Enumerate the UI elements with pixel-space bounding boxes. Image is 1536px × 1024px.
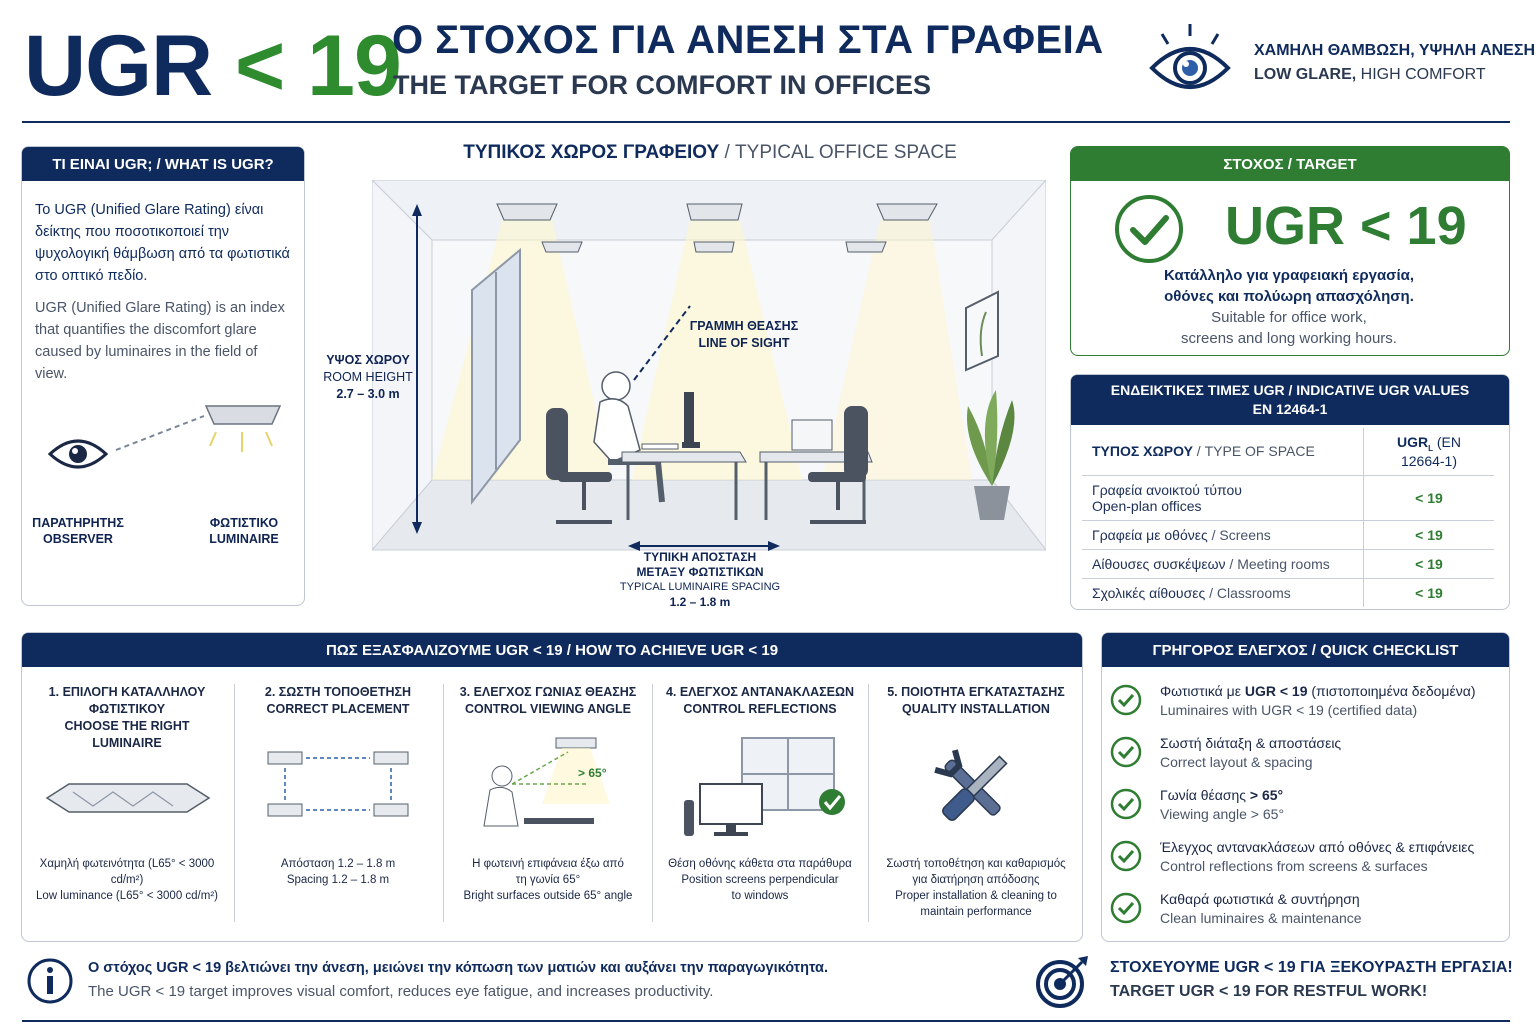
table-row: [1082, 578, 1494, 607]
check-icon: [1110, 684, 1142, 716]
tagline-greek: ΧΑΜΗΛΗ ΘΑΜΒΩΣΗ, ΥΨΗΛΗ ΑΝΕΣΗ: [1254, 42, 1536, 59]
caption-2: Position screens perpendicular: [681, 874, 839, 886]
line-of-sight-label: [684, 318, 804, 352]
step-title-3: CHOOSE THE RIGHT: [64, 719, 190, 733]
spacing-grid-icon: [266, 748, 412, 820]
footer-divider: [22, 1020, 1510, 1022]
checklist-en: Correct layout & spacing: [1160, 754, 1313, 770]
row-en: / Meeting rooms: [1225, 555, 1330, 572]
spacing-gr-1: ΤΥΠΙΚΗ ΑΠΟΣΤΑΣΗ: [643, 550, 757, 564]
room-height-en: ROOM HEIGHT: [323, 370, 413, 384]
reflection-control-icon: [680, 736, 854, 842]
check-icon: [1110, 892, 1142, 924]
luminaire-spacing-label: [610, 550, 790, 610]
row-value: < 19: [1364, 578, 1495, 607]
caption-2: τη γωνία 65°: [515, 874, 581, 886]
step-divider: [443, 684, 444, 922]
row-value: < 19: [1364, 520, 1495, 549]
table-row: [1082, 475, 1494, 520]
check-circle-icon: [1113, 193, 1185, 265]
target-value: UGR < 19: [1225, 196, 1467, 256]
luminaire-label-en: LUMINAIRE: [209, 532, 279, 546]
room-height-gr: ΥΨΟΣ ΧΩΡΟΥ: [326, 353, 410, 367]
table-row: [1082, 520, 1494, 549]
row-en: / Screens: [1207, 526, 1271, 543]
indicative-heading-1: ΕΝΔΕΙΚΤΙΚΕΣ ΤΙΜΕΣ UGR / INDICATIVE UGR VALUES: [1110, 382, 1470, 398]
title-greek: Ο ΣΤΟΧΟΣ ΓΙΑ ΑΝΕΣΗ ΣΤΑ ΓΡΑΦΕΙΑ: [392, 18, 1104, 62]
footer-info-greek: Ο στόχος UGR < 19 βελτιώνει την άνεση, μειώνει την κόπωση των ματιών και αυξάνει την παραγωγικότητα.: [88, 960, 828, 976]
office-illustration: [372, 180, 1046, 552]
row-en: Open-plan offices: [1092, 497, 1202, 514]
step-divider: [652, 684, 653, 922]
row-gr: Γραφεία ανοικτού τύπου: [1092, 481, 1242, 498]
indicative-heading: [1071, 375, 1509, 425]
caption-1: Θέση οθόνης κάθετα στα παράθυρα: [668, 858, 852, 870]
gr-b: > 65°: [1249, 787, 1284, 803]
room-height-label: [318, 352, 418, 403]
header-divider: [22, 121, 1510, 123]
checklist-gr: Σωστή διάταξη & αποστάσεις: [1160, 735, 1342, 751]
step-title-2: QUALITY INSTALLATION: [902, 702, 1050, 716]
step-title-2: ΦΩΤΙΣΤΙΚΟΥ: [88, 702, 166, 716]
check-icon: [1110, 840, 1142, 872]
angle-label: > 65°: [578, 766, 607, 780]
step-correct-placement: [238, 684, 438, 886]
checklist-gr: Καθαρά φωτιστικά & συντήρηση: [1160, 891, 1360, 907]
gr-a: Γωνία θέασης: [1160, 787, 1250, 803]
caption-2: Low luminance (L65° < 3000 cd/m²): [36, 890, 218, 902]
row-en: / Classrooms: [1205, 584, 1291, 601]
observer-label: [28, 515, 128, 547]
tagline-en-a: LOW GLARE,: [1254, 66, 1361, 83]
footer-cta-english: TARGET UGR < 19 FOR RESTFUL WORK!: [1110, 983, 1428, 1000]
ugr-suffix: < 19: [235, 18, 401, 114]
line-of-sight-gr: ΓΡΑΜΜΗ ΘΕΑΣΗΣ: [689, 319, 799, 333]
caption-3: Proper installation & cleaning to: [895, 890, 1057, 902]
gr-a: Φωτιστικά με: [1160, 683, 1245, 699]
ugr-prefix: UGR: [24, 18, 213, 114]
checklist-gr: [1160, 786, 1283, 805]
viewing-angle-icon: [478, 734, 628, 840]
luminaire-icon: [43, 778, 213, 828]
step-caption: [27, 856, 227, 904]
info-icon: [26, 956, 74, 1006]
what-is-ugr-panel: [21, 146, 305, 606]
checklist-gr: Έλεγχος αντανακλάσεων από οθόνες & επιφάνειες: [1160, 839, 1475, 855]
how-heading: ΠΩΣ ΕΞΑΣΦΑΛΙΖΟΥΜΕ UGR < 19 / HOW TO ACHIEVE UGR < 19: [22, 633, 1082, 667]
checklist-heading: ΓΡΗΓΟΡΟΣ ΕΛΕΓΧΟΣ / QUICK CHECKLIST: [1102, 633, 1509, 667]
step-title-2: CORRECT PLACEMENT: [266, 702, 410, 716]
row-type: [1082, 520, 1364, 549]
spacing-gr-2: ΜΕΤΑΞΥ ΦΩΤΙΣΤΙΚΩΝ: [636, 565, 764, 579]
tagline-english: [1254, 66, 1486, 84]
table-row: [1082, 549, 1494, 578]
checklist-en: Clean luminaires & maintenance: [1160, 910, 1362, 926]
row-value: < 19: [1364, 475, 1495, 520]
luminaire-label: [194, 515, 294, 547]
col1-en: / TYPE OF SPACE: [1192, 443, 1315, 460]
caption-3: to windows: [731, 890, 789, 902]
table-header-row: [1082, 428, 1494, 475]
step-title-4: LUMINAIRE: [92, 736, 162, 750]
step-caption: [876, 856, 1076, 920]
caption-2: για διατήρηση απόδοσης: [912, 874, 1040, 886]
col2-standard: (EN 12664-1): [1400, 434, 1461, 469]
step-divider: [234, 684, 235, 922]
eye-icon: [1148, 22, 1238, 102]
indicative-heading-2: EN 12464-1: [1252, 401, 1328, 417]
step-title-1: 2. ΣΩΣΤΗ ΤΟΠΟΘΕΤΗΣΗ: [264, 685, 412, 699]
step-title-2: CONTROL REFLECTIONS: [683, 702, 837, 716]
row-gr: Σχολικές αίθουσες: [1092, 584, 1206, 601]
checklist-en: Control reflections from screens & surfaces: [1160, 858, 1428, 874]
step-caption: [238, 856, 438, 888]
step-divider: [868, 684, 869, 922]
caption-1: Χαμηλή φωτεινότητα (L65° < 3000 cd/m²): [39, 858, 215, 886]
spacing-en: TYPICAL LUMINAIRE SPACING: [619, 581, 781, 593]
observer-label-gr: ΠΑΡΑΤΗΡΗΤΗΣ: [32, 516, 124, 530]
luminaire-label-gr: ΦΩΤΙΣΤΙΚΟ: [209, 516, 279, 530]
step-viewing-angle: [448, 684, 648, 902]
step-title-1: 5. ΠΟΙΟΤΗΤΑ ΕΓΚΑΤΑΣΤΑΣΗΣ: [887, 685, 1065, 699]
row-value: < 19: [1364, 549, 1495, 578]
caption-1: Η φωτεινή επιφάνεια έξω από: [472, 858, 624, 870]
tagline-en-b: HIGH COMFORT: [1360, 66, 1486, 83]
col-type-header: [1082, 428, 1364, 475]
office-heading-en: / TYPICAL OFFICE SPACE: [719, 142, 957, 163]
tools-icon: [932, 744, 1016, 834]
caption-2: Spacing 1.2 – 1.8 m: [286, 874, 390, 886]
target-gr-1: Κατάλληλο για γραφειακή εργασία,: [1164, 267, 1414, 284]
title-english: THE TARGET FOR COMFORT IN OFFICES: [393, 70, 931, 100]
col-ugr-header: [1364, 428, 1495, 475]
gr-b: UGR < 19: [1244, 683, 1308, 699]
checklist-gr: [1160, 682, 1475, 701]
observer-label-en: OBSERVER: [43, 532, 113, 546]
what-is-text-english: UGR (Unified Glare Rating) is an index that quantifies the discomfort glare caused by luminaires in the field of view.: [35, 300, 285, 382]
what-is-heading: ΤΙ ΕΙΝΑΙ UGR; / WHAT IS UGR?: [22, 147, 304, 181]
observer-luminaire-diagram: [44, 402, 284, 482]
row-type: [1082, 549, 1364, 578]
col2-label: UGR: [1396, 434, 1429, 450]
check-icon: [1110, 788, 1142, 820]
ugr-values-table: [1082, 428, 1494, 607]
ugr-headline: [24, 16, 401, 116]
col2-sub: L: [1428, 443, 1433, 453]
office-heading-gr: ΤΥΠΙΚΟΣ ΧΩΡΟΣ ΓΡΑΦΕΙΟΥ: [463, 142, 720, 163]
target-icon: [1034, 954, 1090, 1010]
target-heading: ΣΤΟΧΟΣ / TARGET: [1071, 147, 1509, 181]
target-gr-2: οθόνες και πολύωρη απασχόληση.: [1164, 288, 1414, 305]
row-gr: Αίθουσες συσκέψεων: [1092, 555, 1226, 572]
row-type: [1082, 475, 1364, 520]
caption-1: Απόσταση 1.2 – 1.8 m: [280, 858, 396, 870]
room-height-value: 2.7 – 3.0 m: [336, 387, 400, 401]
caption-1: Σωστή τοποθέτηση και καθαρισμός: [886, 858, 1066, 870]
caption-4: maintain performance: [920, 906, 1032, 918]
line-of-sight-en: LINE OF SIGHT: [698, 336, 790, 350]
step-caption: [660, 856, 860, 904]
step-title-1: 4. ΕΛΕΓΧΟΣ ΑΝΤΑΝΑΚΛΑΣΕΩΝ: [665, 685, 855, 699]
target-description: [1071, 265, 1507, 349]
target-en-1: Suitable for office work,: [1211, 309, 1367, 326]
footer-info-english: The UGR < 19 target improves visual comfort, reduces eye fatigue, and increases productivity.: [88, 983, 714, 1000]
step-control-reflections: [660, 684, 860, 902]
what-is-text-greek: Το UGR (Unified Glare Rating) είναι δείκτης που ποσοτικοποιεί την ψυχολογική θάμβωση από τα φωτιστικά στο οπτικό πεδίο.: [35, 202, 290, 284]
target-en-2: screens and long working hours.: [1181, 330, 1397, 347]
gr-c: (πιστοποιημένα δεδομένα): [1307, 683, 1476, 699]
step-choose-luminaire: [27, 684, 227, 902]
row-gr: Γραφεία με οθόνες: [1092, 526, 1208, 543]
check-icon: [1110, 736, 1142, 768]
row-type: [1082, 578, 1364, 607]
checklist-en: Viewing angle > 65°: [1160, 806, 1285, 822]
step-title-2: CONTROL VIEWING ANGLE: [465, 702, 631, 716]
step-caption: [448, 856, 648, 904]
spacing-value: 1.2 – 1.8 m: [669, 595, 731, 609]
office-heading: [372, 142, 1048, 164]
step-title-1: 3. ΕΛΕΓΧΟΣ ΓΩΝΙΑΣ ΘΕΑΣΗΣ: [459, 685, 637, 699]
caption-3: Bright surfaces outside 65° angle: [463, 890, 633, 902]
step-title-1: 1. ΕΠΙΛΟΓΗ ΚΑΤΑΛΛΗΛΟΥ: [48, 685, 206, 699]
checklist-en: Luminaires with UGR < 19 (certified data): [1160, 702, 1418, 718]
footer-cta-greek: ΣΤΟΧΕΥΟΥΜΕ UGR < 19 ΓΙΑ ΞΕΚΟΥΡΑΣΤΗ ΕΡΓΑΣΙΑ!: [1110, 959, 1513, 976]
target-panel: [1070, 146, 1510, 356]
step-quality-installation: [876, 684, 1076, 918]
col1-gr: ΤΥΠΟΣ ΧΩΡΟΥ: [1092, 443, 1193, 460]
